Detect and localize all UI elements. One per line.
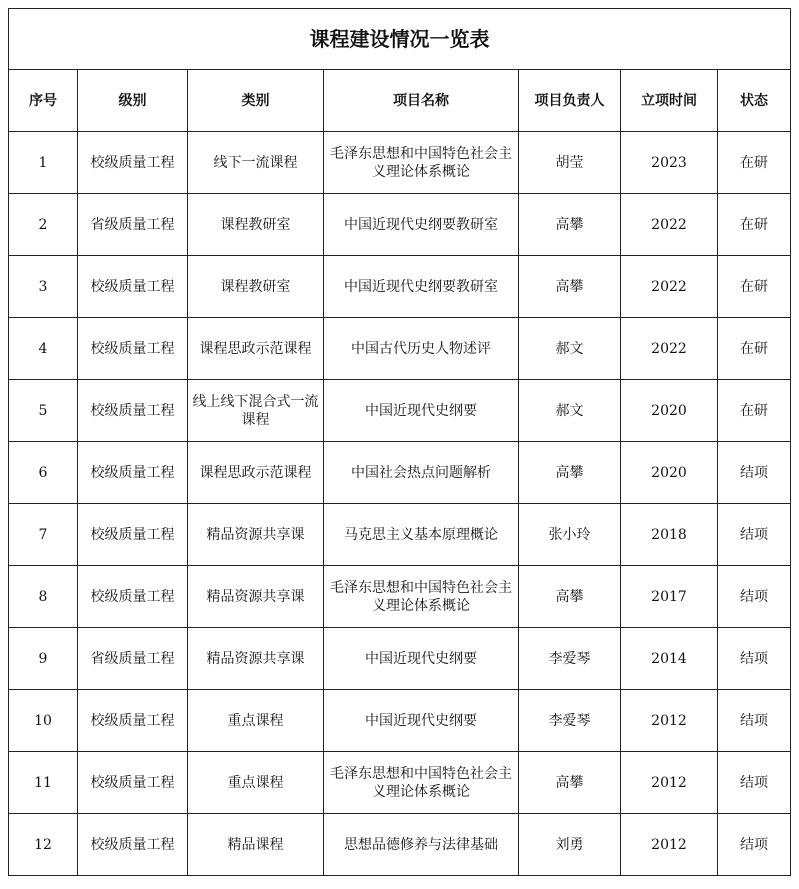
cell-index: 12 — [9, 814, 78, 876]
cell-category: 精品资源共享课 — [188, 504, 324, 566]
cell-level: 省级质量工程 — [78, 194, 188, 256]
cell-level: 校级质量工程 — [78, 752, 188, 814]
cell-status: 在研 — [718, 318, 791, 380]
cell-leader: 胡莹 — [519, 132, 621, 194]
cell-leader: 高攀 — [519, 442, 621, 504]
cell-project-name: 中国近现代史纲要 — [324, 690, 519, 752]
cell-index: 1 — [9, 132, 78, 194]
cell-status: 在研 — [718, 132, 791, 194]
cell-category: 线上线下混合式一流课程 — [188, 380, 324, 442]
table-row — [9, 566, 791, 628]
header-category: 类别 — [188, 70, 324, 132]
cell-index: 9 — [9, 628, 78, 690]
cell-category: 课程思政示范课程 — [188, 442, 324, 504]
cell-level: 校级质量工程 — [78, 380, 188, 442]
cell-category: 课程教研室 — [188, 194, 324, 256]
cell-index: 10 — [9, 690, 78, 752]
cell-category: 课程教研室 — [188, 256, 324, 318]
course-table — [8, 8, 791, 876]
cell-leader: 郝文 — [519, 380, 621, 442]
cell-status: 结项 — [718, 628, 791, 690]
cell-project-name: 中国古代历史人物述评 — [324, 318, 519, 380]
table-title: 课程建设情况一览表 — [9, 9, 791, 70]
cell-leader: 张小玲 — [519, 504, 621, 566]
cell-project-name: 中国社会热点问题解析 — [324, 442, 519, 504]
cell-project-name: 中国近现代史纲要 — [324, 380, 519, 442]
course-table-container — [8, 8, 790, 876]
cell-category: 课程思政示范课程 — [188, 318, 324, 380]
cell-index: 7 — [9, 504, 78, 566]
cell-leader: 高攀 — [519, 256, 621, 318]
cell-date: 2022 — [621, 256, 718, 318]
cell-status: 结项 — [718, 690, 791, 752]
cell-status: 在研 — [718, 194, 791, 256]
cell-project-name: 毛泽东思想和中国特色社会主义理论体系概论 — [324, 752, 519, 814]
cell-level: 校级质量工程 — [78, 566, 188, 628]
cell-date: 2017 — [621, 566, 718, 628]
table-row — [9, 132, 791, 194]
cell-leader: 郝文 — [519, 318, 621, 380]
cell-index: 11 — [9, 752, 78, 814]
cell-leader: 高攀 — [519, 194, 621, 256]
cell-status: 在研 — [718, 380, 791, 442]
cell-category: 重点课程 — [188, 752, 324, 814]
cell-date: 2018 — [621, 504, 718, 566]
cell-leader: 高攀 — [519, 566, 621, 628]
cell-status: 结项 — [718, 442, 791, 504]
cell-leader: 高攀 — [519, 752, 621, 814]
table-row — [9, 628, 791, 690]
cell-status: 结项 — [718, 566, 791, 628]
header-date: 立项时间 — [621, 70, 718, 132]
cell-date: 2022 — [621, 318, 718, 380]
cell-project-name: 马克思主义基本原理概论 — [324, 504, 519, 566]
table-row — [9, 256, 791, 318]
cell-status: 在研 — [718, 256, 791, 318]
cell-level: 省级质量工程 — [78, 628, 188, 690]
cell-date: 2012 — [621, 752, 718, 814]
cell-category: 重点课程 — [188, 690, 324, 752]
cell-date: 2020 — [621, 442, 718, 504]
table-row — [9, 318, 791, 380]
cell-project-name: 思想品德修养与法律基础 — [324, 814, 519, 876]
cell-status: 结项 — [718, 814, 791, 876]
cell-level: 校级质量工程 — [78, 814, 188, 876]
table-row — [9, 814, 791, 876]
cell-date: 2023 — [621, 132, 718, 194]
cell-index: 6 — [9, 442, 78, 504]
cell-date: 2022 — [621, 194, 718, 256]
table-row — [9, 752, 791, 814]
cell-project-name: 毛泽东思想和中国特色社会主义理论体系概论 — [324, 566, 519, 628]
cell-date: 2012 — [621, 814, 718, 876]
header-leader: 项目负责人 — [519, 70, 621, 132]
header-project-name: 项目名称 — [324, 70, 519, 132]
cell-date: 2012 — [621, 690, 718, 752]
table-row — [9, 194, 791, 256]
cell-status: 结项 — [718, 504, 791, 566]
cell-category: 精品课程 — [188, 814, 324, 876]
header-status: 状态 — [718, 70, 791, 132]
cell-category: 精品资源共享课 — [188, 566, 324, 628]
cell-status: 结项 — [718, 752, 791, 814]
cell-index: 3 — [9, 256, 78, 318]
cell-project-name: 中国近现代史纲要教研室 — [324, 256, 519, 318]
cell-level: 校级质量工程 — [78, 690, 188, 752]
table-row — [9, 380, 791, 442]
cell-leader: 李爱琴 — [519, 690, 621, 752]
header-level: 级别 — [78, 70, 188, 132]
cell-index: 5 — [9, 380, 78, 442]
cell-leader: 刘勇 — [519, 814, 621, 876]
header-index: 序号 — [9, 70, 78, 132]
cell-category: 精品资源共享课 — [188, 628, 324, 690]
table-row — [9, 504, 791, 566]
cell-level: 校级质量工程 — [78, 504, 188, 566]
cell-level: 校级质量工程 — [78, 318, 188, 380]
cell-category: 线下一流课程 — [188, 132, 324, 194]
cell-level: 校级质量工程 — [78, 132, 188, 194]
cell-index: 2 — [9, 194, 78, 256]
cell-index: 4 — [9, 318, 78, 380]
cell-project-name: 中国近现代史纲要教研室 — [324, 194, 519, 256]
cell-date: 2014 — [621, 628, 718, 690]
table-row — [9, 690, 791, 752]
cell-level: 校级质量工程 — [78, 442, 188, 504]
table-row — [9, 442, 791, 504]
cell-index: 8 — [9, 566, 78, 628]
cell-project-name: 中国近现代史纲要 — [324, 628, 519, 690]
cell-date: 2020 — [621, 380, 718, 442]
cell-project-name: 毛泽东思想和中国特色社会主义理论体系概论 — [324, 132, 519, 194]
cell-level: 校级质量工程 — [78, 256, 188, 318]
cell-leader: 李爱琴 — [519, 628, 621, 690]
